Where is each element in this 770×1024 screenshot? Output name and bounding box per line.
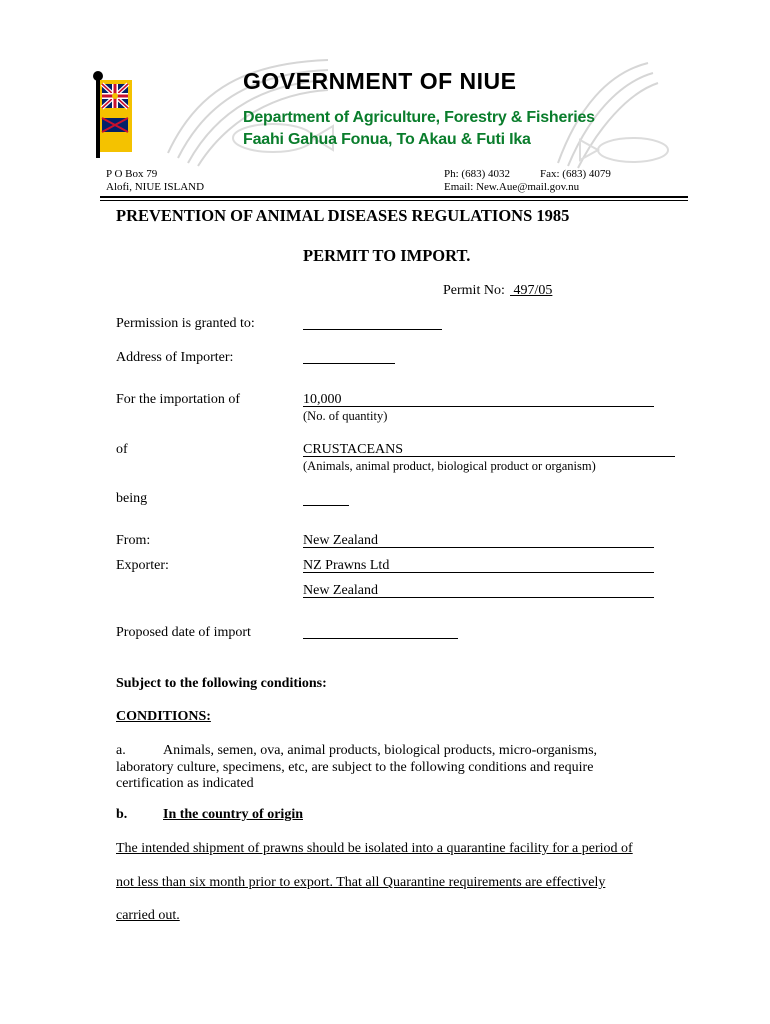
from-label: From:: [116, 533, 151, 548]
being-label: being: [116, 491, 148, 506]
phone-number: Ph: (683) 4032: [444, 168, 510, 180]
quantity-hint: (No. of quantity): [303, 409, 388, 423]
address-label: Address of Importer:: [116, 350, 234, 365]
condition-a-marker: a.: [116, 743, 126, 758]
department-name-english: Department of Agriculture, Forestry & Fisheries: [243, 109, 595, 126]
document-title: PREVENTION OF ANIMAL DISEASES REGULATIONS 1985: [116, 206, 570, 225]
government-title: GOVERNMENT OF NIUE: [243, 68, 517, 94]
exporter-country: New Zealand: [303, 583, 379, 598]
permission-blank-line: [303, 329, 442, 330]
document-subtitle: PERMIT TO IMPORT.: [303, 246, 471, 265]
email-address: Email: New.Aue@mail.gov.nu: [444, 181, 580, 193]
permission-label: Permission is granted to:: [116, 316, 255, 331]
condition-b-heading: In the country of origin: [163, 807, 303, 822]
importation-label: For the importation of: [116, 392, 241, 407]
item-line: [303, 456, 675, 457]
condition-a-line1: Animals, semen, ova, animal products, biological products, micro-organisms,: [163, 743, 598, 758]
condition-a-line2: laboratory culture, specimens, etc, are subject to the following conditions and require: [116, 760, 594, 775]
address-blank-line: [303, 363, 395, 364]
quantity-value: 10,000: [303, 392, 342, 407]
exporter-name-line: [303, 572, 654, 573]
fax-number: Fax: (683) 4079: [540, 168, 611, 180]
town-address: Alofi, NIUE ISLAND: [106, 181, 205, 193]
condition-b-marker: b.: [116, 807, 128, 822]
permit-number-value: 497/05: [513, 283, 553, 298]
permit-number: [510, 283, 552, 299]
permit-number-label: Permit No:: [443, 283, 505, 298]
exporter-label: Exporter:: [116, 558, 169, 573]
conditions-heading: CONDITIONS:: [116, 709, 211, 724]
quantity-line: [303, 406, 654, 407]
condition-b-line1: The intended shipment of prawns should be isolated into a quarantine facility for a period of: [116, 841, 633, 856]
from-value: New Zealand: [303, 533, 379, 548]
condition-b-line2: not less than six month prior to export. That all Quarantine requirements are effectively: [116, 875, 606, 890]
header-divider-thin: [100, 200, 688, 201]
from-line: [303, 547, 654, 548]
exporter-name: NZ Prawns Ltd: [303, 558, 390, 573]
niue-flag: [100, 80, 132, 152]
condition-a-line3: certification as indicated: [116, 776, 254, 791]
of-label: of: [116, 442, 128, 457]
exporter-country-line: [303, 597, 654, 598]
proposed-date-label: Proposed date of import: [116, 625, 251, 640]
item-hint: (Animals, animal product, biological product or organism): [303, 459, 596, 473]
proposed-date-blank-line: [303, 638, 458, 639]
postal-address: P O Box 79: [106, 168, 158, 180]
item-value: CRUSTACEANS: [303, 442, 404, 457]
conditions-intro: Subject to the following conditions:: [116, 676, 327, 691]
header-divider: [100, 196, 688, 198]
department-name-niuean: Faahi Gahua Fonua, To Akau & Futi Ika: [243, 131, 531, 148]
flagpole: [96, 76, 100, 158]
condition-b-line3: carried out.: [116, 908, 180, 923]
being-blank-line: [303, 505, 349, 506]
